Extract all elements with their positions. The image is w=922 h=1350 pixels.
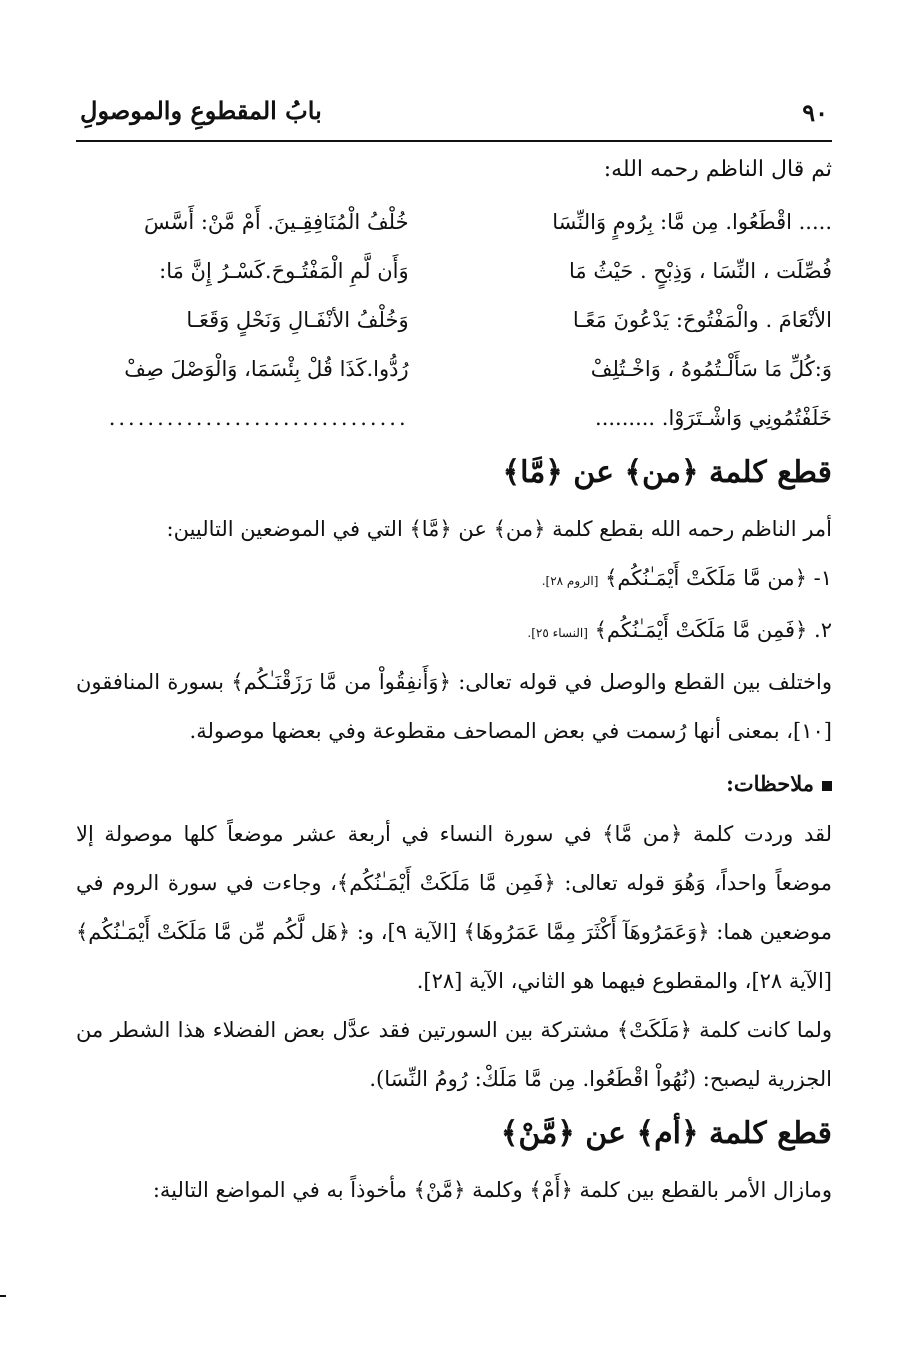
section-title-min-ma: قطع كلمة ﴿من﴾ عن ﴿مَّا﴾ — [502, 455, 832, 490]
square-bullet-icon — [822, 781, 832, 791]
verse-reference: [الروم ٢٨]. — [541, 574, 599, 588]
poem-verses — [76, 198, 832, 443]
list-item — [76, 554, 832, 606]
notes-paragraph: لقد وردت كلمة ﴿من مَّا﴾ في سورة النساء في أربعة عشر موضعاً كلها موصولة إلا موضعاً واحداً، وَهُوَ قوله تعالى: ﴿فَمِن مَّا مَلَكَتْ أَيْمَـٰنُكُم﴾، وجاءت في سورة الروم في موضعين هما: ﴿وَعَمَرُوهَآ أَكْثَرَ مِمَّا عَمَرُوهَا﴾ [الآية ٩]، و: ﴿هَل لَّكُم مِّن مَّا مَلَكَتْ أَيْمَـٰنُكُم﴾ [الآية ٢٨]، والمقطوع فيهما هو الثاني، الآية [٢٨]. — [76, 822, 832, 993]
verse-reference: [النساء ٢٥]. — [527, 626, 588, 640]
verse-line: وَأَن لَّمِ الْمَفْتُـوحَ.كَسْـرُ إِنَّ مَا: — [159, 259, 409, 283]
section-paragraph: ومازال الأمر بالقطع بين كلمة ﴿أَمْ﴾ وكلمة ﴿مَّنْ﴾ مأخوذاً به في المواضع التالية: — [152, 1178, 832, 1202]
notes-heading-label: ملاحظات: — [726, 771, 814, 796]
section-title-am-man: قطع كلمة ﴿أم﴾ عن ﴿مَّنْ﴾ — [500, 1116, 832, 1151]
running-head: بابُ المقطوعِ والموصولِ — [80, 96, 322, 125]
page-content — [76, 150, 832, 1215]
poem-right-column — [499, 198, 832, 443]
verse-line: خَلَفْتُمُونِي وَاشْـتَرَوْا. ......... — [595, 406, 832, 430]
verse-line: وَ:كُلِّ مَا سَأَلْـتُمُوهُ ، وَاخْـتُلِفْ — [590, 357, 832, 381]
intro-line: ثم قال الناظم رحمه الله: — [603, 157, 832, 182]
verse-line: وَخُلْفُ الأنْفَـالِ وَنَحْلٍ وَقَعَـا — [186, 308, 409, 332]
verse-line: الأنْعَامَ . والْمَفْتُوحَ: يَدْعُونَ مَعًـا — [572, 308, 832, 332]
verse-line-ellipsis: ............................... — [108, 406, 409, 430]
list-item-text: ١- ﴿من مَّا مَلَكَتْ أَيْمَـٰنُكُم﴾ — [605, 566, 832, 590]
page-header — [76, 92, 832, 142]
margin-mark — [0, 1295, 6, 1297]
verse-line: ..... اقْطَعُوا. مِن مَّا: بِرُومٍ وَالنِّسَا — [552, 210, 832, 234]
page-number: ٩٠ — [802, 98, 828, 127]
notes-heading — [76, 758, 832, 810]
list-item-text: ٢. ﴿فَمِن مَّا مَلَكَتْ أَيْمَـٰنُكُم﴾ — [594, 618, 832, 642]
verse-line: فُصِّلَت ، النِّسَا ، وَذِبْحٍ . حَيْثُ مَا — [569, 259, 832, 283]
verse-line: خُلْفُ الْمُنَافِقِـينَ. أَمْ مَّنْ: أَسَّسَ — [143, 210, 409, 234]
verse-line: رُدُّوا.كَذَا قُلْ بِئْسَمَا، وَالْوَصْلَ صِفْ — [124, 357, 409, 381]
section-paragraph: أمر الناظم رحمه الله بقطع كلمة ﴿من﴾ عن ﴿مَّا﴾ التي في الموضعين التاليين: — [166, 517, 832, 541]
notes-paragraph: ولما كانت كلمة ﴿مَلَكَتْ﴾ مشتركة بين السورتين فقد عدَّل بعض الفضلاء هذا الشطر من الجزرية ليصبح: (نُهُواْ اقْطَعُوا. مِن مَّا مَلَكْ: رُومُ النِّسَا). — [76, 1018, 832, 1091]
list-item — [76, 606, 832, 658]
poem-left-column — [76, 198, 409, 443]
section-paragraph: واختلف بين القطع والوصل في قوله تعالى: ﴿وَأَنفِقُواْ من مَّا رَزَقْنَـٰكُم﴾ بسورة المنافقون [١٠]، بمعنى أنها رُسمت في بعض المصاحف مقطوعة وفي بعضها موصولة. — [76, 670, 832, 743]
